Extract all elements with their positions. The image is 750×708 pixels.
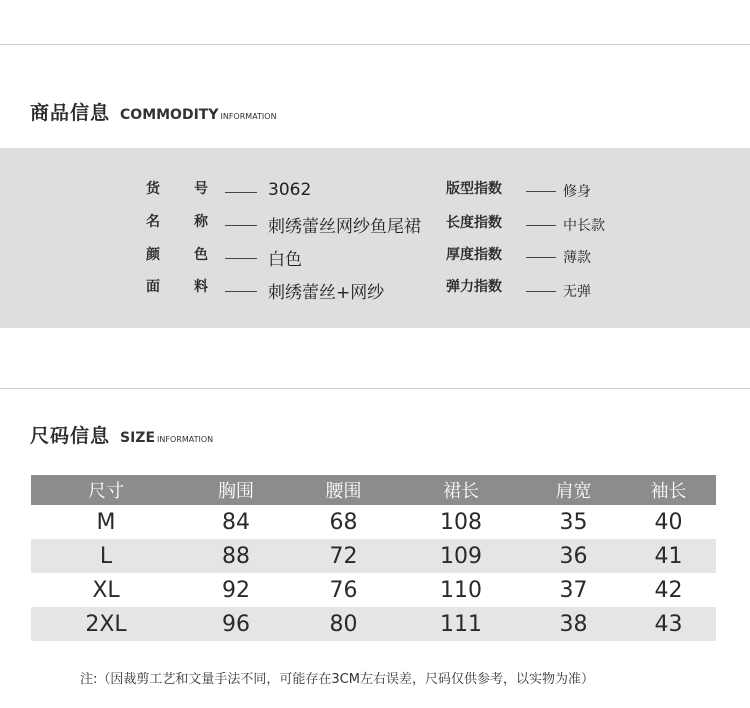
spec-label-elasticity: 弹力指数: [446, 279, 502, 295]
header-cell: 胸围: [218, 481, 254, 502]
top-divider: [0, 44, 750, 45]
spec-dash: [526, 291, 556, 292]
table-cell: 42: [654, 577, 683, 603]
spec-dash: [526, 225, 556, 226]
fabric-value: 刺绣蕾丝+网纱: [268, 283, 385, 303]
section-divider: [0, 388, 750, 389]
table-cell: 2XL: [85, 611, 127, 637]
size-table-header: [31, 475, 716, 505]
spec-label-fit: 版型指数: [446, 181, 502, 197]
table-cell: 68: [329, 509, 358, 535]
table-cell: 41: [654, 543, 683, 569]
commodity-title-en-small: INFORMATION: [220, 112, 277, 121]
table-cell: 37: [559, 577, 588, 603]
header-cell: 裙长: [443, 481, 479, 502]
row-dash: [225, 291, 257, 292]
size-table: [31, 475, 716, 641]
size-section-title: [30, 421, 213, 448]
table-cell: 72: [329, 543, 358, 569]
table-cell: 109: [440, 543, 482, 569]
commodity-title-cn: 商品信息: [30, 102, 111, 124]
table-cell: 38: [559, 611, 588, 637]
size-title-cn: 尺码信息: [30, 425, 111, 447]
header-cell: 袖长: [650, 481, 687, 502]
item-number-value: 3062: [268, 180, 312, 200]
table-cell: 35: [559, 509, 588, 535]
row-label-name-a: 名: [146, 214, 160, 230]
row-dash: [225, 225, 257, 226]
spec-dash: [526, 191, 556, 192]
table-row: [31, 607, 716, 641]
size-note: 注:（因裁剪工艺和文量手法不同，可能存在3CM左右误差，尺码仅供参考，以实物为准）: [80, 672, 594, 687]
row-label-color-b: 色: [194, 247, 208, 263]
row-dash: [225, 258, 257, 259]
table-cell: 111: [440, 611, 482, 637]
spec-value-thickness: 薄款: [563, 250, 591, 266]
product-name-value: 刺绣蕾丝网纱鱼尾裙: [268, 217, 421, 237]
row-dash: [225, 192, 257, 193]
table-cell: 96: [222, 611, 250, 637]
table-cell: 76: [329, 577, 358, 603]
table-cell: 108: [440, 509, 482, 535]
header-cell: 肩宽: [555, 481, 592, 502]
row-label-fabric-b: 料: [194, 279, 208, 295]
row-label-item-no-a: 货: [146, 181, 160, 197]
commodity-section-title: [30, 98, 277, 125]
table-cell: L: [99, 543, 113, 569]
spec-value-elasticity: 无弹: [563, 284, 591, 300]
spec-label-thickness: 厚度指数: [446, 247, 502, 263]
table-cell: 84: [222, 509, 250, 535]
row-label-name-b: 称: [194, 214, 208, 230]
table-row: [31, 573, 716, 607]
header-cell: 腰围: [325, 481, 362, 502]
commodity-title-en: COMMODITY: [120, 107, 219, 123]
table-row: [31, 505, 716, 539]
spec-dash: [526, 257, 556, 258]
table-cell: 80: [329, 611, 358, 637]
row-label-item-no-b: 号: [194, 181, 208, 197]
table-row: [31, 539, 716, 573]
row-label-fabric-a: 面: [146, 279, 160, 295]
size-title-en: SIZE: [120, 430, 156, 446]
header-cell: 尺寸: [88, 481, 124, 502]
commodity-info-panel: [0, 148, 750, 328]
spec-value-length: 中长款: [563, 218, 605, 234]
table-cell: 92: [222, 577, 250, 603]
spec-label-length: 长度指数: [446, 215, 502, 231]
table-cell: 88: [222, 543, 250, 569]
table-cell: 43: [654, 611, 683, 637]
table-cell: 40: [654, 509, 683, 535]
table-cell: 110: [440, 577, 482, 603]
color-value: 白色: [268, 250, 302, 270]
table-cell: XL: [92, 577, 120, 603]
table-cell: 36: [559, 543, 588, 569]
size-title-en-small: INFORMATION: [157, 435, 214, 444]
spec-value-fit: 修身: [563, 184, 591, 200]
row-label-color-a: 颜: [146, 247, 160, 263]
table-cell: M: [96, 509, 116, 535]
